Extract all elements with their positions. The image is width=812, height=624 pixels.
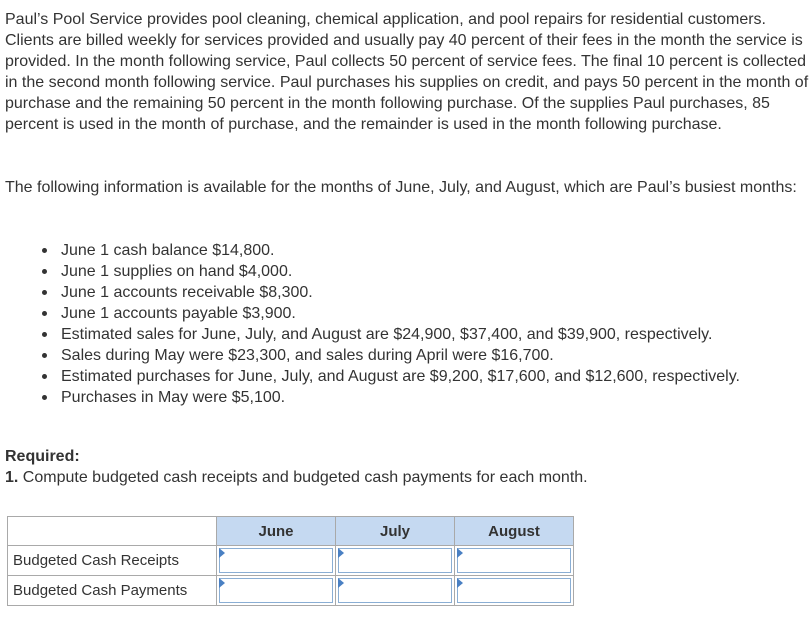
payments-august-input[interactable] [457,578,571,603]
info-paragraph: The following information is available for the months of June, July, and August, which are Paul’s busiest months: [5,179,797,196]
input-flag-icon [219,578,225,588]
column-header-august: August [455,517,574,546]
table-row [8,576,574,606]
list-item: June 1 supplies on hand $4,000. [38,261,808,282]
payments-august-cell[interactable] [455,576,574,606]
receipts-august-cell[interactable] [455,546,574,576]
question-number: 1. [5,469,19,486]
answer-table [7,516,574,606]
column-header-july: July [336,517,455,546]
row-label-payments: Budgeted Cash Payments [8,576,217,606]
payments-july-cell[interactable] [336,576,455,606]
input-flag-icon [338,578,344,588]
input-flag-icon [338,548,344,558]
receipts-june-input[interactable] [219,548,333,573]
list-item: June 1 cash balance $14,800. [38,240,808,261]
input-flag-icon [219,548,225,558]
payments-july-input[interactable] [338,578,452,603]
receipts-july-input[interactable] [338,548,452,573]
receipts-june-cell[interactable] [217,546,336,576]
list-item: Estimated purchases for June, July, and August are $9,200, $17,600, and $12,600, respectively. [38,366,808,387]
list-item: Sales during May were $23,300, and sales during April were $16,700. [38,345,808,366]
list-item: June 1 accounts payable $3,900. [38,303,808,324]
table-row [8,546,574,576]
column-header-june: June [217,517,336,546]
list-item: June 1 accounts receivable $8,300. [38,282,808,303]
receipts-july-cell[interactable] [336,546,455,576]
header-blank-cell [8,517,217,546]
required-question [5,467,588,488]
row-label-receipts: Budgeted Cash Receipts [8,546,217,576]
input-flag-icon [457,548,463,558]
required-heading: Required: [5,448,80,465]
table-header-row [8,517,574,546]
payments-june-cell[interactable] [217,576,336,606]
facts-list [38,240,808,408]
list-item: Purchases in May were $5,100. [38,387,808,408]
receipts-august-input[interactable] [457,548,571,573]
question-text: Compute budgeted cash receipts and budgeted cash payments for each month. [22,469,588,486]
input-flag-icon [457,578,463,588]
payments-june-input[interactable] [219,578,333,603]
list-item: Estimated sales for June, July, and August are $24,900, $37,400, and $39,900, respectively. [38,324,808,345]
intro-paragraph: Paul’s Pool Service provides pool cleaning, chemical application, and pool repairs for residential customers. Clients are billed weekly for services provided and usually pay 40 percent of their fees in the month the service is provided. In the month following service, Paul collects 50 percent of service fees. The final 10 percent is collected in the second month following service. Paul purchases his supplies on credit, and pays 50 percent in the month of purchase and the remaining 50 percent in the month following purchase. Of the supplies Paul purchases, 85 percent is used in the month of purchase, and the remainder is used in the month following purchase. [5,11,809,133]
